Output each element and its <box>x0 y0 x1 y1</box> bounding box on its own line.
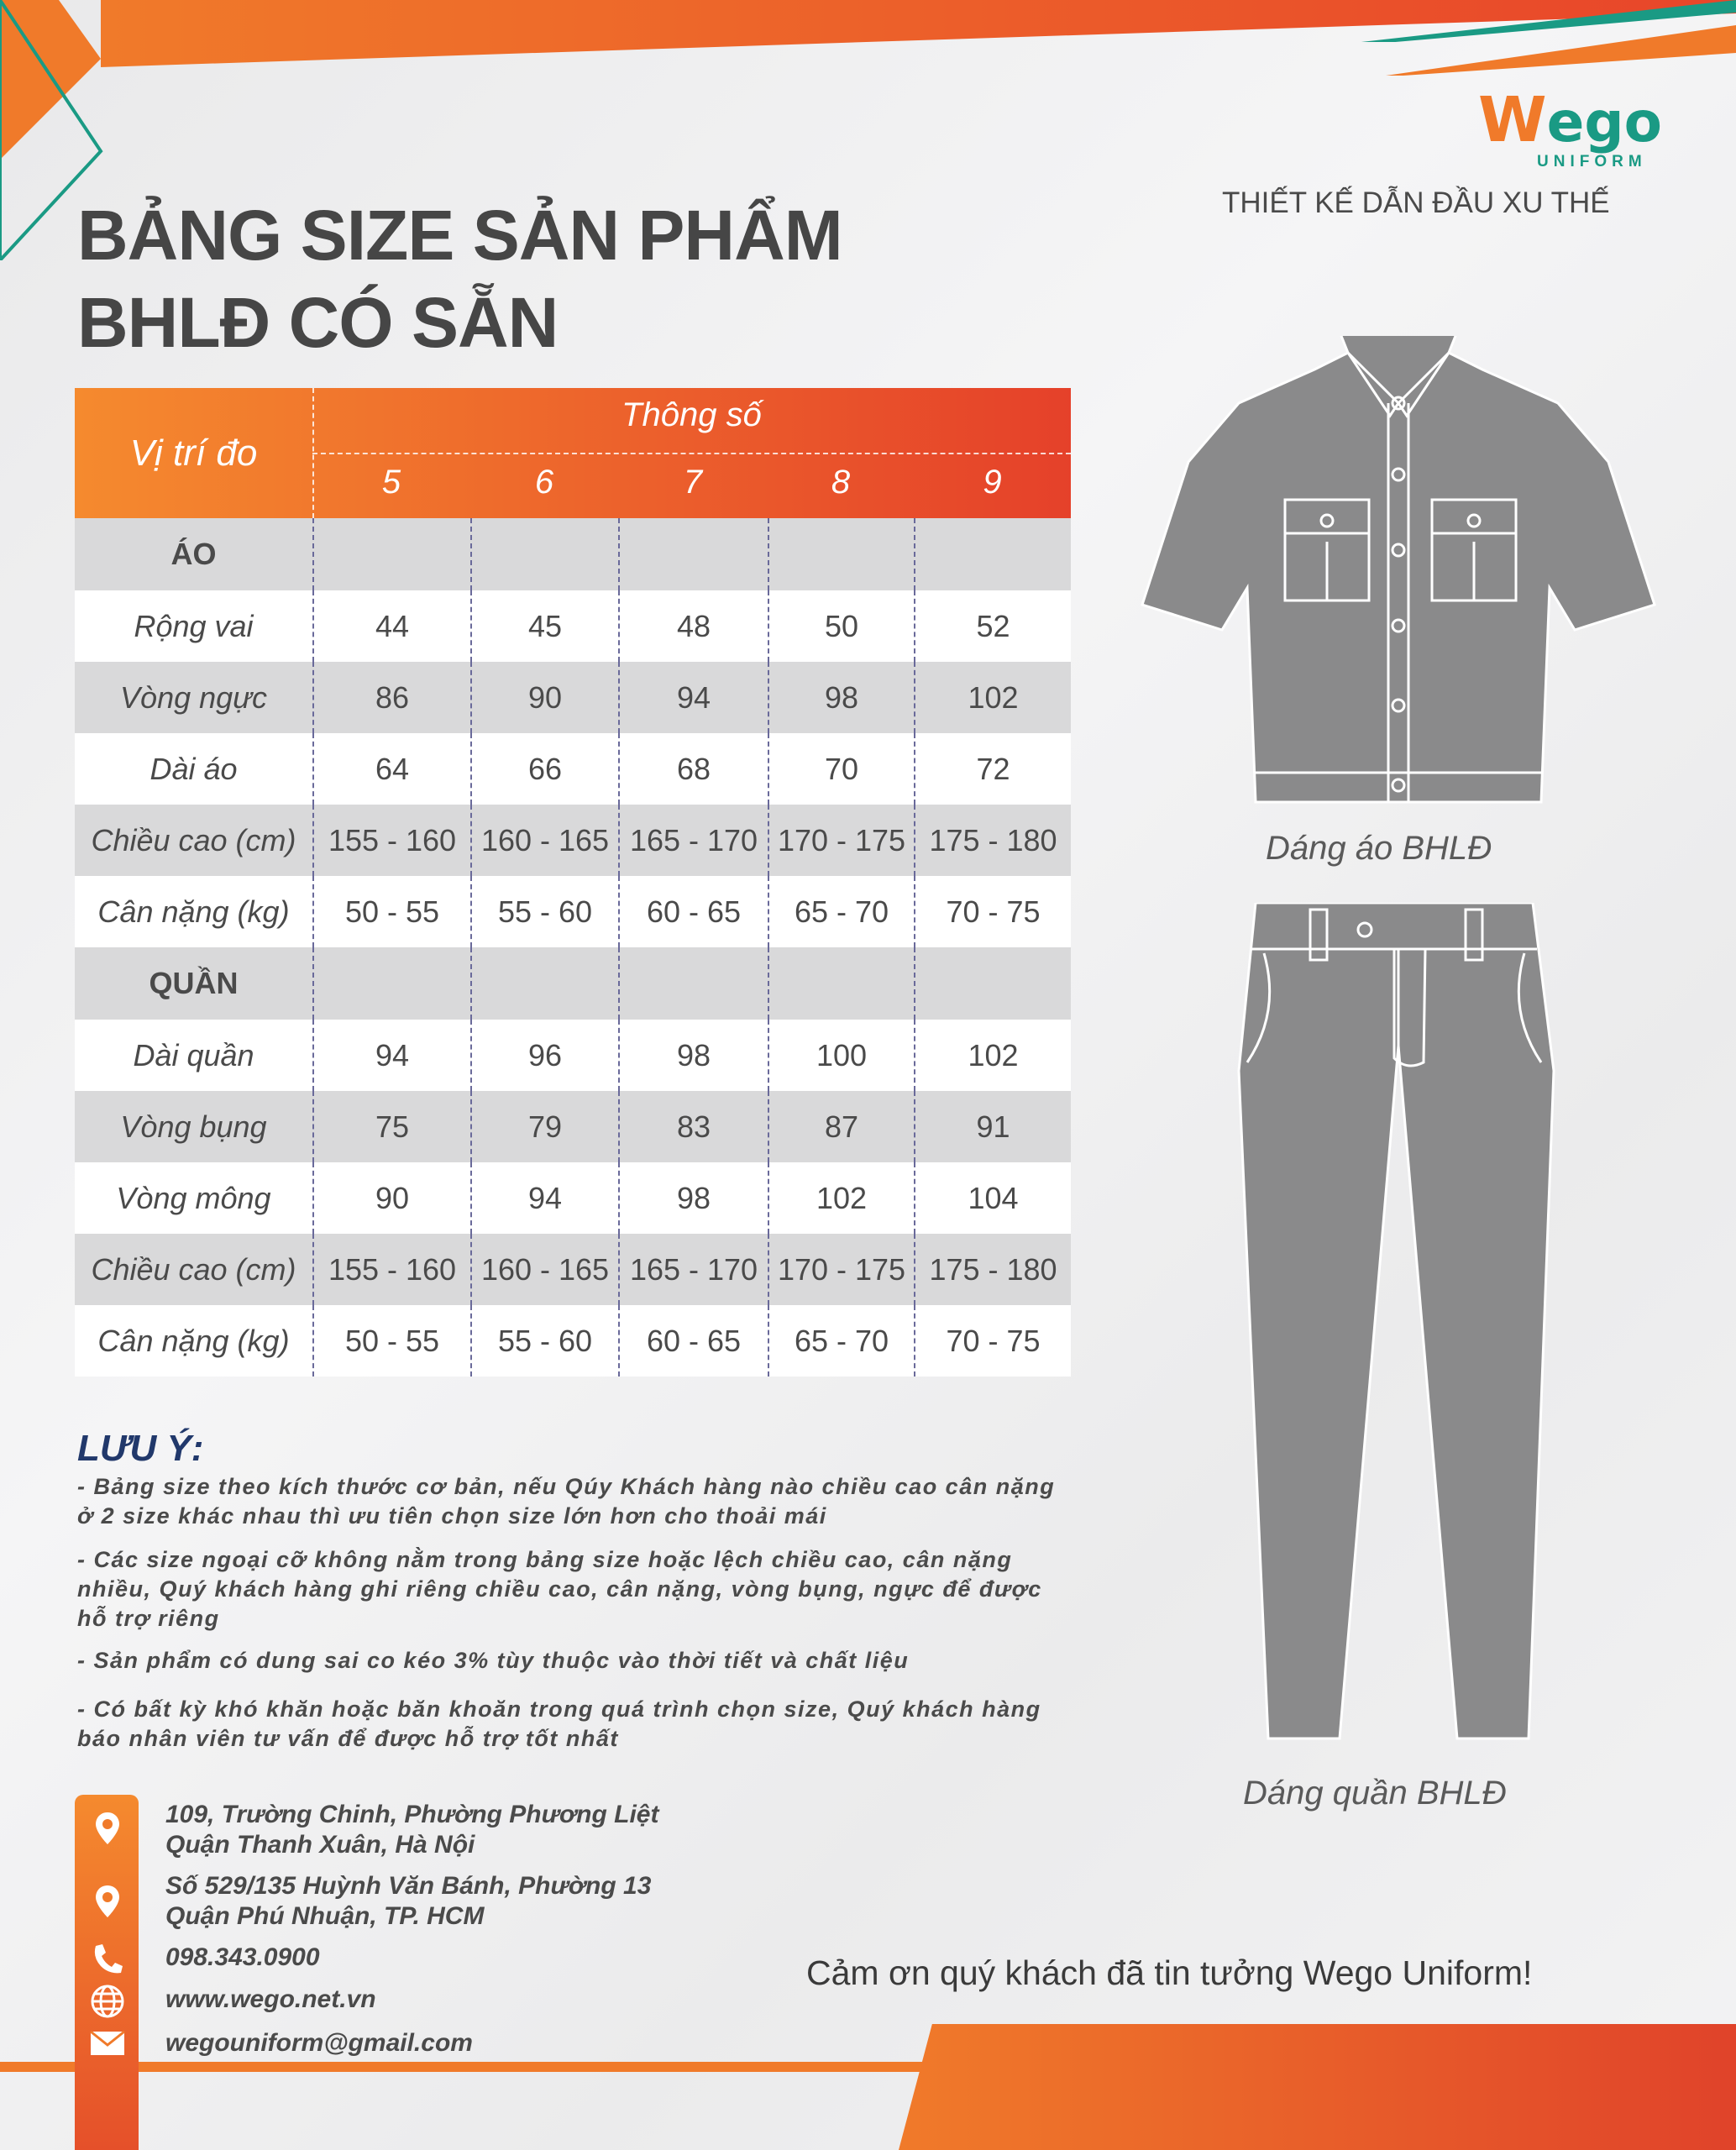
table-cell: 50 - 55 <box>312 1305 470 1377</box>
table-cell: 44 <box>312 590 470 662</box>
location-pin-icon <box>84 1806 131 1853</box>
table-cell: 64 <box>312 733 470 805</box>
size-header: 9 <box>983 464 1002 501</box>
address-2 <box>165 1871 651 1932</box>
section-label: ÁO <box>170 537 217 571</box>
empty-cell <box>470 947 618 1020</box>
table-cell: 100 <box>768 1020 914 1091</box>
empty-cell <box>914 947 1071 1020</box>
table-cell: 94 <box>470 1162 618 1234</box>
table-cell: 70 - 75 <box>914 876 1071 947</box>
table-cell: 96 <box>470 1020 618 1091</box>
table-row <box>75 662 1071 733</box>
row-label: Dài áo <box>149 751 238 786</box>
notes-title: LƯU Ý: <box>77 1428 204 1469</box>
page-title <box>77 191 842 366</box>
table-cell: 94 <box>618 662 768 733</box>
table-cell: 52 <box>914 590 1071 662</box>
address-2-line-1: Số 529/135 Huỳnh Văn Bánh, Phường 13 <box>165 1872 652 1900</box>
row-label: Chiều cao (cm) <box>91 1251 296 1287</box>
table-cell: 86 <box>312 662 470 733</box>
table-cell: 50 - 55 <box>312 876 470 947</box>
row-label: Rộng vai <box>134 608 254 643</box>
section-row <box>75 518 1071 590</box>
table-cell: 55 - 60 <box>470 1305 618 1377</box>
table-cell: 75 <box>312 1091 470 1162</box>
phone-number[interactable]: 098.343.0900 <box>165 1943 320 1971</box>
table-cell: 66 <box>470 733 618 805</box>
table-cell: 98 <box>768 662 914 733</box>
row-label: Cân nặng (kg) <box>97 1323 290 1358</box>
shirt-illustration <box>1138 336 1659 823</box>
table-cell: 79 <box>470 1091 618 1162</box>
table-cell: 94 <box>312 1020 470 1091</box>
website-link[interactable]: www.wego.net.vn <box>165 1985 376 2013</box>
table-cell: 165 - 170 <box>618 805 768 876</box>
table-cell: 175 - 180 <box>914 1234 1071 1305</box>
empty-cell <box>470 518 618 590</box>
table-cell: 60 - 65 <box>618 1305 768 1377</box>
table-cell: 90 <box>312 1162 470 1234</box>
table-cell: 87 <box>768 1091 914 1162</box>
address-1-line-2: Quận Thanh Xuân, Hà Nội <box>165 1831 475 1859</box>
section-row <box>75 947 1071 1020</box>
table-cell: 160 - 165 <box>470 1234 618 1305</box>
shirt-caption: Dáng áo BHLĐ <box>1266 830 1492 867</box>
location-pin-icon <box>84 1879 131 1926</box>
globe-icon <box>84 1978 131 2025</box>
table-row <box>75 1305 1071 1377</box>
table-row <box>75 1091 1071 1162</box>
section-label: QUẦN <box>149 966 239 1000</box>
table-cell: 70 <box>768 733 914 805</box>
note-item: - Có bất kỳ khó khăn hoặc băn khoăn trong quá trình chọn size, Quý khách hàng báo nhân viên tư vấn để được hỗ trợ tốt nhất <box>77 1696 1041 1751</box>
header-dash-line <box>312 453 1071 454</box>
row-label: Cân nặng (kg) <box>97 894 290 929</box>
table-cell: 90 <box>470 662 618 733</box>
table-row <box>75 1162 1071 1234</box>
logo-ego: ego <box>1546 90 1662 155</box>
empty-cell <box>618 947 768 1020</box>
table-cell: 65 - 70 <box>768 876 914 947</box>
size-header: 5 <box>381 464 401 501</box>
logo-w: W <box>1478 84 1547 156</box>
row-label: Vòng bụng <box>120 1109 267 1144</box>
table-cell: 165 - 170 <box>618 1234 768 1305</box>
table-cell: 45 <box>470 590 618 662</box>
table-cell: 155 - 160 <box>312 805 470 876</box>
table-row <box>75 1234 1071 1305</box>
header-position: Vị trí đo <box>129 432 258 474</box>
table-cell: 83 <box>618 1091 768 1162</box>
bottom-orange-bar <box>899 2024 1736 2150</box>
empty-cell <box>312 518 470 590</box>
note-item: - Các size ngoại cỡ không nằm trong bảng size hoặc lệch chiều cao, cân nặng nhiều, Quý khách hàng ghi riêng chiều cao, cân nặng, vòng bụng, ngực để được hỗ trợ riêng <box>77 1547 1042 1631</box>
size-header: 8 <box>831 464 851 501</box>
title-line-1: BẢNG SIZE SẢN PHẨM <box>77 196 842 275</box>
email-link[interactable]: wegouniform@gmail.com <box>165 2029 473 2057</box>
size-header: 6 <box>534 464 554 501</box>
table-cell: 91 <box>914 1091 1071 1162</box>
table-cell: 65 - 70 <box>768 1305 914 1377</box>
phone-icon <box>84 1936 131 1983</box>
empty-cell <box>914 518 1071 590</box>
size-table <box>75 388 1071 1377</box>
table-row <box>75 733 1071 805</box>
pants-caption: Dáng quần BHLĐ <box>1243 1775 1507 1812</box>
table-cell: 98 <box>618 1020 768 1091</box>
header-sizes <box>312 464 1071 501</box>
table-cell: 48 <box>618 590 768 662</box>
table-body <box>75 518 1071 1377</box>
table-cell: 50 <box>768 590 914 662</box>
header-parameters: Thông số <box>621 396 762 433</box>
row-label: Vòng mông <box>116 1180 271 1215</box>
title-line-2: BHLĐ CÓ SẴN <box>77 283 559 362</box>
note-item: - Sản phẩm có dung sai co kéo 3% tùy thuộc vào thời tiết và chất liệu <box>77 1648 910 1673</box>
table-cell: 104 <box>914 1162 1071 1234</box>
address-1 <box>165 1800 658 1860</box>
empty-cell <box>312 947 470 1020</box>
table-cell: 98 <box>618 1162 768 1234</box>
table-row <box>75 590 1071 662</box>
top-orange-stripe-2 <box>1386 25 1736 76</box>
empty-cell <box>618 518 768 590</box>
table-row <box>75 1020 1071 1091</box>
logo-subtitle: UNIFORM <box>1537 153 1647 170</box>
table-cell: 102 <box>914 1020 1071 1091</box>
address-1-line-1: 109, Trường Chinh, Phường Phương Liệt <box>165 1801 659 1828</box>
table-cell: 170 - 175 <box>768 805 914 876</box>
table-cell: 175 - 180 <box>914 805 1071 876</box>
size-header: 7 <box>683 464 703 501</box>
empty-cell <box>768 518 914 590</box>
pants-illustration <box>1230 903 1566 1743</box>
note-item: - Bảng size theo kích thước cơ bản, nếu Qúy Khách hàng nào chiều cao cân nặng ở 2 size khác nhau thì ưu tiên chọn size lớn hơn cho thoải mái <box>77 1474 1056 1529</box>
thank-you-message: Cảm ơn quý khách đã tin tưởng Wego Uniform! <box>806 1953 1533 1992</box>
table-row <box>75 876 1071 947</box>
row-label: Vòng ngực <box>120 679 267 715</box>
row-label: Dài quần <box>133 1037 254 1072</box>
empty-cell <box>768 947 914 1020</box>
table-row <box>75 805 1071 876</box>
table-cell: 102 <box>914 662 1071 733</box>
table-cell: 70 - 75 <box>914 1305 1071 1377</box>
slogan: THIẾT KẾ DẪN ĐẦU XU THẾ <box>1222 186 1610 219</box>
table-cell: 155 - 160 <box>312 1234 470 1305</box>
address-2-line-2: Quận Phú Nhuận, TP. HCM <box>165 1902 485 1930</box>
table-cell: 160 - 165 <box>470 805 618 876</box>
row-label: Chiều cao (cm) <box>91 822 296 857</box>
table-cell: 68 <box>618 733 768 805</box>
table-header <box>75 388 1071 518</box>
table-cell: 72 <box>914 733 1071 805</box>
table-cell: 60 - 65 <box>618 876 768 947</box>
table-cell: 55 - 60 <box>470 876 618 947</box>
table-cell: 170 - 175 <box>768 1234 914 1305</box>
email-icon <box>84 2020 131 2067</box>
table-cell: 102 <box>768 1162 914 1234</box>
